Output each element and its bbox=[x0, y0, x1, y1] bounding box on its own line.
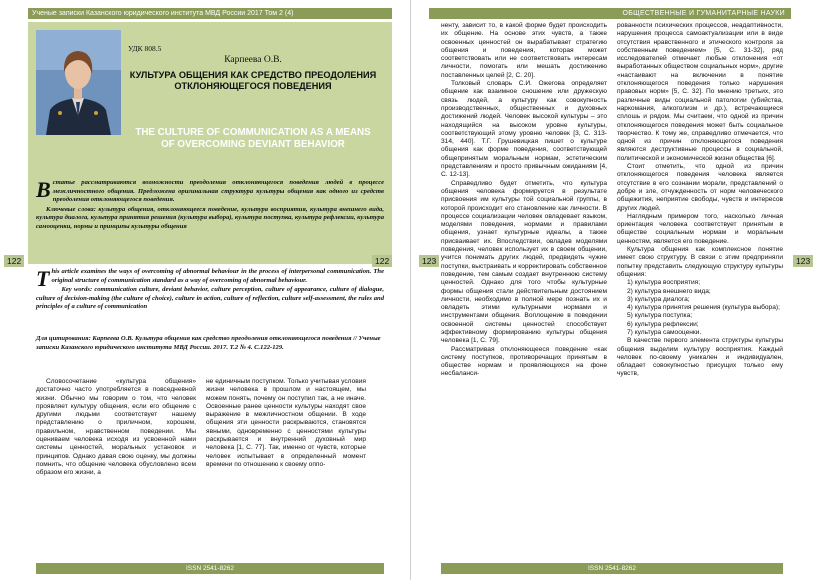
body-paragraph: ненту, зависит то, в какой форме будет происходить их общение. На основе этих чувств, а также освоенных ценностей он вырабатывает стратегию общения и поведения, которая может соответствовать или не соответствовать интересам личности, помогать или мешать достижению поставленных целей [2, С. 20]. bbox=[441, 22, 607, 79]
page-number: 122 bbox=[372, 255, 392, 267]
page-number: 122 bbox=[4, 255, 24, 267]
keywords-en bbox=[36, 286, 384, 312]
list-item: 7) культура самооценки. bbox=[627, 328, 702, 336]
abstract-ru-text: статье рассматриваются возможности преодоления отклоняющегося поведения людей в процессе межличностного общения. Предложена оригинальная структура культуры общения как одного из средств преодоления отклоняющегося поведения. bbox=[52, 179, 384, 203]
keywords-en-text: communication culture, deviant behavior, culture perception, culture of appearance, culture of dialogue, culture of decision-making (the culture of choice), culture in action, culture of reflection, culture self-assessment, the rules and principles of a culture of communication bbox=[36, 286, 384, 310]
author-name: Карпеева О.В. bbox=[224, 55, 282, 65]
portrait-image bbox=[36, 30, 121, 135]
body-paragraph: Рассматривая отклоняющееся поведение «как систему поступков, противоречащих принятым в обществе нормам и проявляющихся на фоне несбаланси- bbox=[441, 345, 607, 378]
list-item: 3) культура диалога; bbox=[627, 295, 690, 303]
body-column-1 bbox=[36, 378, 196, 478]
body-paragraph: Словосочетание «культура общения» достаточно часто употребляется в повседневной жизни. Обычно мы говорим о том, что человек проявляет культуру общения, если его общение с другими людьми соответствует нашему представлению о приличном, хорошем, правильном, нравственном поведении. Мы оцениваем человека исходя из усвоенной нами системы ценностей, моральных установок и принципов. Однако давая свою оценку, мы должны помнить, что общение человека обусловлено всем образом его жизни, а bbox=[36, 378, 196, 477]
abstract-en-text: his article examines the ways of overcoming of abnormal behaviour in the process of interpersonal communication. The original structure of communication standard as a way of overcoming of abnormal behaviour. bbox=[51, 268, 384, 284]
drop-cap-en: T bbox=[36, 266, 50, 291]
footer-issn: ISSN 2541-8262 bbox=[441, 563, 783, 574]
list-item: 2) культура внешнего вида; bbox=[627, 287, 711, 295]
udk-code: УДК 808.5 bbox=[128, 44, 162, 53]
author-portrait bbox=[36, 30, 121, 135]
body-paragraph: Культура общения как комплексное понятие имеет свою структуру. В связи с этим предприняли попытку представить следующую структуру культуры общения: bbox=[617, 246, 783, 278]
right-page bbox=[410, 0, 820, 580]
body-column-2 bbox=[206, 378, 366, 469]
list-item: 6) культура рефлексии; bbox=[627, 320, 699, 328]
section-header: ОБЩЕСТВЕННЫЕ И ГУМАНИТАРНЫЕ НАУКИ bbox=[429, 8, 791, 19]
list-item: 5) культура поступка; bbox=[627, 312, 693, 320]
article-title-ru: КУЛЬТУРА ОБЩЕНИЯ КАК СРЕДСТВО ПРЕОДОЛЕНИЯ ОТКЛОНЯЮЩЕГОСЯ ПОВЕДЕНИЯ bbox=[129, 70, 377, 91]
article-title-en: THE CULTURE OF COMMUNICATION AS A MEANS OF OVERCOMING DEVIANT BEHAVIOR bbox=[135, 127, 371, 150]
body-column-4 bbox=[617, 22, 783, 379]
abstract-en bbox=[36, 268, 384, 312]
body-paragraph: Наглядным примером того, насколько личная ориентация человека соответствует принятым в обществе социальным нормам и моральным ценностям, является его поведение. bbox=[617, 212, 783, 245]
body-paragraph: рованности психических процессов, неадаптивности, нарушения процесса самоактуализации или в виде отсутствия нравственного и этического контроля за собственным поведением» [5, С. 31-32], ряд исследователей отмечает любые отклонения «от выработанных обществом социальных норм», другие «настаивают на включении в понятие отклоняющегося поведения только нарушения правовых норм» [5, С. 32]. По мнению третьих, это различные виды социальной патологии (убийства, наркомания, алкоголизм и др.), встречающиеся сплошь и рядом. Мы считаем, что одной из причин отклоняющегося поведения может быть социальное творчество. К тому же, справедливо отмечается, что одной из причин отклоняющегося поведения являются деструктивные процессы в социальной, политической и экономической жизни общества [6]. bbox=[617, 22, 783, 162]
keywords-ru-text: культура общения, отклоняющееся поведение, культура восприятия, культура внешнего вида, культура диалога, культура принятия решения (культура выбора), культура поступка, культура рефлексии, культура самооценки, нормы и принципы культуры общения bbox=[36, 205, 384, 230]
citation: Для цитирования: Карпеева О.В. Культура общения как средство преодоления отклоняющегося поведения // Ученые записки Казанского юридического института МВД России. 2017. Т.2 № 4. С.122-129. bbox=[36, 335, 381, 351]
keywords-ru bbox=[36, 206, 384, 232]
drop-cap-ru: В bbox=[36, 177, 51, 202]
footer-issn: ISSN 2541-8262 bbox=[36, 563, 384, 574]
body-column-3 bbox=[441, 22, 607, 379]
body-paragraph: Толковый словарь С.И. Ожегова определяет общение как взаимное сношение или дружескую связь людей, а культуру как совокупность производственных, общественных и духовных достижений людей. Человек высокой культуры – это находящийся на высоком уровне культуры, соответствующий этому уровню человек [3, С. 313-314, 440]. Т.Г. Грушевицкая пишет о культуре общения как форме поведения, соответствующей общепринятым моральным нормам, эстетическим представлениям и просто привычным ожиданиям [4, С. 12-13]. bbox=[441, 80, 607, 179]
abstract-ru bbox=[36, 179, 384, 231]
keywords-ru-label: Ключевые слова: bbox=[46, 205, 96, 213]
list-item: 4) культура принятия решения (культура выбора); bbox=[627, 304, 780, 312]
body-paragraph: В качестве первого элемента структуры культуры общения выделим культуру восприятия. Каждый человек по-своему уникален и индивидуален, обладает совокупностью присущих только ему чувств, bbox=[617, 337, 783, 378]
page-number: 123 bbox=[793, 255, 813, 267]
keywords-en-label: Key words: bbox=[61, 286, 93, 293]
page-number: 123 bbox=[419, 255, 439, 267]
body-paragraph: Справедливо будет отметить, что культура общения человека формируется в результате присвоения им культуры той социальной группы, в которой происходит его становление как личности. В процессе социализации человек овладевает языком, моделями поведения, нормами и правилами общения, узнает культурные идеалы, а также присваивает их. Впоследствии, овладев моделями поведения, человек использует их в своем общении, учится понимать других людей, предвидеть чужие поступки, выстраивать и корректировать собственное поведение, тем самым создает внутреннюю систему ценностей. Однако для того чтобы культурные формы общения стали действительным достоянием личности, необходимо в полной мере познать их и овладеть этими культурными нормами и инструментами общения. Воплощение в поведении освоенной системы ценностей способствует эффективному формированию культуры общения человека [1, С. 79]. bbox=[441, 179, 607, 345]
list-item: 1) культура восприятия; bbox=[627, 279, 701, 287]
body-paragraph: не единичным поступком. Только учитывая условия жизни человека в прошлом и настоящем, мы можем понять, почему он поступил так, а не иначе. Освоенные ранее ценности культуры находят свое выражение в межличностном общении. В ходе общения эти ценности раскрываются, становятся явными, одновременно с ценностями культуры раскрывается и внутренний духовный мир человека [1, С. 77]. Так, именно от чувств, которые человек испытывает в определенный момент времени по отношению к своему оппо- bbox=[206, 378, 366, 468]
running-header: Ученые записки Казанского юридического института МВД России 2017 Том 2 (4) bbox=[28, 8, 392, 19]
body-paragraph: Стоит отметить, что одной из причин отклоняющегося поведения человека является отсутствие в его сознании морали, представлений о добре и зле, отчужденность от норм человеческого общежития, неприятие свободы, чувств и интересов других людей. bbox=[617, 163, 783, 212]
